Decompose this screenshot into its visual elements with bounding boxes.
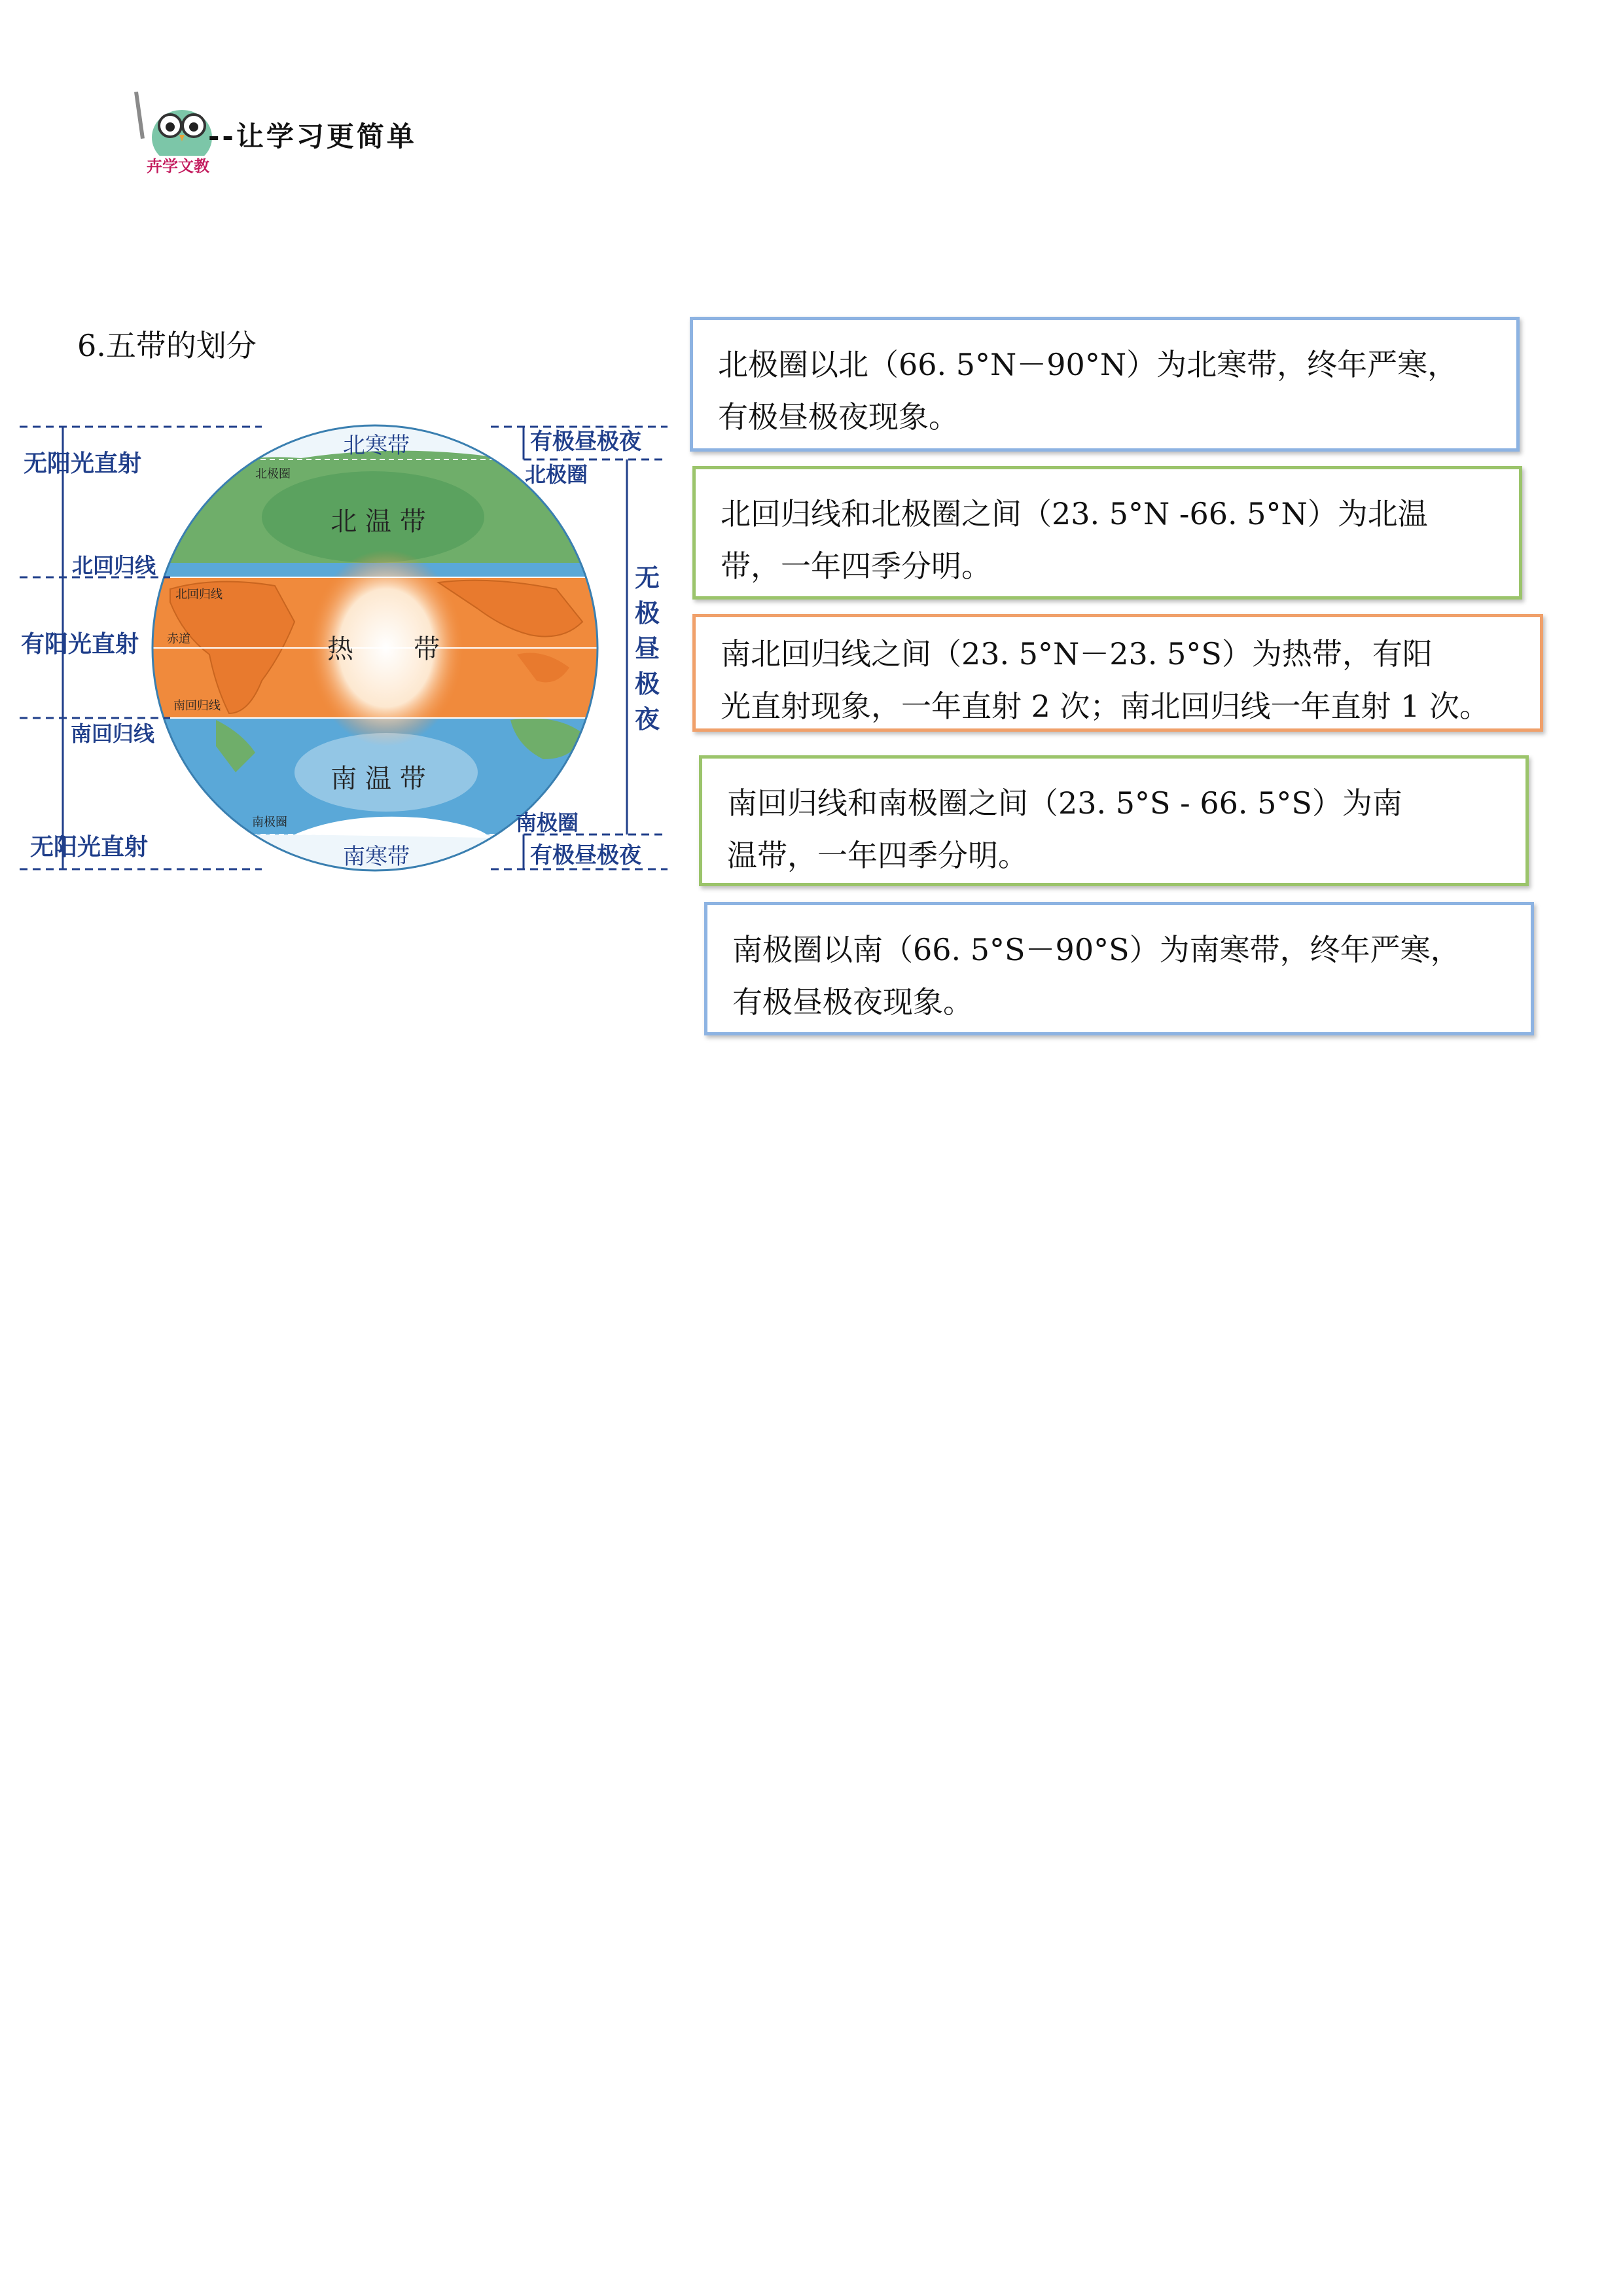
box-north-frigid xyxy=(690,317,1520,452)
label-no-polar-4: 极 xyxy=(635,670,660,698)
line-arctic-inner: 北极圈 xyxy=(255,467,291,481)
label-direct-sun: 有阳光直射 xyxy=(21,631,139,658)
label-tropic-capricorn: 南回归线 xyxy=(71,721,155,746)
label-tropic-cancer: 北回归线 xyxy=(72,553,156,578)
line-equator: 赤道 xyxy=(167,632,190,646)
zone-tropical-left: 热 xyxy=(327,634,353,664)
label-no-polar-2: 极 xyxy=(635,599,660,628)
label-no-polar-5: 夜 xyxy=(635,705,660,734)
header-slogan: --让学习更简单 xyxy=(208,120,417,152)
line-cancer-inner: 北回归线 xyxy=(175,588,223,601)
box-line: 光直射现象，一年直射 2 次；南北回归线一年直射 1 次。 xyxy=(721,689,1490,724)
section-heading: 6.五带的划分 xyxy=(77,328,257,363)
label-no-direct-sun-bottom: 无阳光直射 xyxy=(30,834,149,861)
box-line: 温带，一年四季分明。 xyxy=(727,838,1028,873)
label-arctic-circle: 北极圈 xyxy=(525,462,588,487)
line-antarctic-inner: 南极圈 xyxy=(252,816,287,829)
box-line: 有极昼极夜现象。 xyxy=(732,984,973,1020)
zone-south-temperate: 南 温 带 xyxy=(330,764,426,794)
zone-north-frigid: 北寒带 xyxy=(343,433,410,459)
box-line: 南回归线和南极圈之间（23. 5°S - 66. 5°S）为南 xyxy=(727,785,1402,821)
label-polar-day-night-bottom: 有极昼极夜 xyxy=(530,842,641,869)
zone-tropical-right: 带 xyxy=(414,634,440,664)
box-north-temperate xyxy=(692,466,1522,600)
five-zones-diagram xyxy=(20,406,668,890)
zone-south-frigid: 南寒带 xyxy=(343,844,410,870)
box-south-frigid xyxy=(704,902,1534,1035)
logo-text: 卉学文教 xyxy=(147,157,209,175)
label-no-direct-sun-top: 无阳光直射 xyxy=(24,450,142,477)
box-line: 南极圈以南（66. 5°S－90°S）为南寒带，终年严寒， xyxy=(732,932,1461,967)
label-no-polar-3: 昼 xyxy=(635,634,660,663)
label-polar-day-night-top: 有极昼极夜 xyxy=(530,429,641,455)
box-line: 北极圈以北（66. 5°N－90°N）为北寒带，终年严寒， xyxy=(718,347,1458,382)
box-tropical xyxy=(692,614,1543,732)
box-line: 北回归线和北极圈之间（23. 5°N -66. 5°N）为北温 xyxy=(721,496,1428,531)
box-line: 有极昼极夜现象。 xyxy=(718,399,959,435)
box-south-temperate xyxy=(699,755,1529,886)
line-capricorn-inner: 南回归线 xyxy=(173,699,221,713)
box-line: 带，一年四季分明。 xyxy=(721,548,991,584)
label-antarctic-circle: 南极圈 xyxy=(516,810,579,835)
box-line: 南北回归线之间（23. 5°N－23. 5°S）为热带，有阳 xyxy=(721,636,1433,672)
zone-north-temperate: 北 温 带 xyxy=(330,507,426,537)
label-no-polar-1: 无 xyxy=(635,564,660,592)
